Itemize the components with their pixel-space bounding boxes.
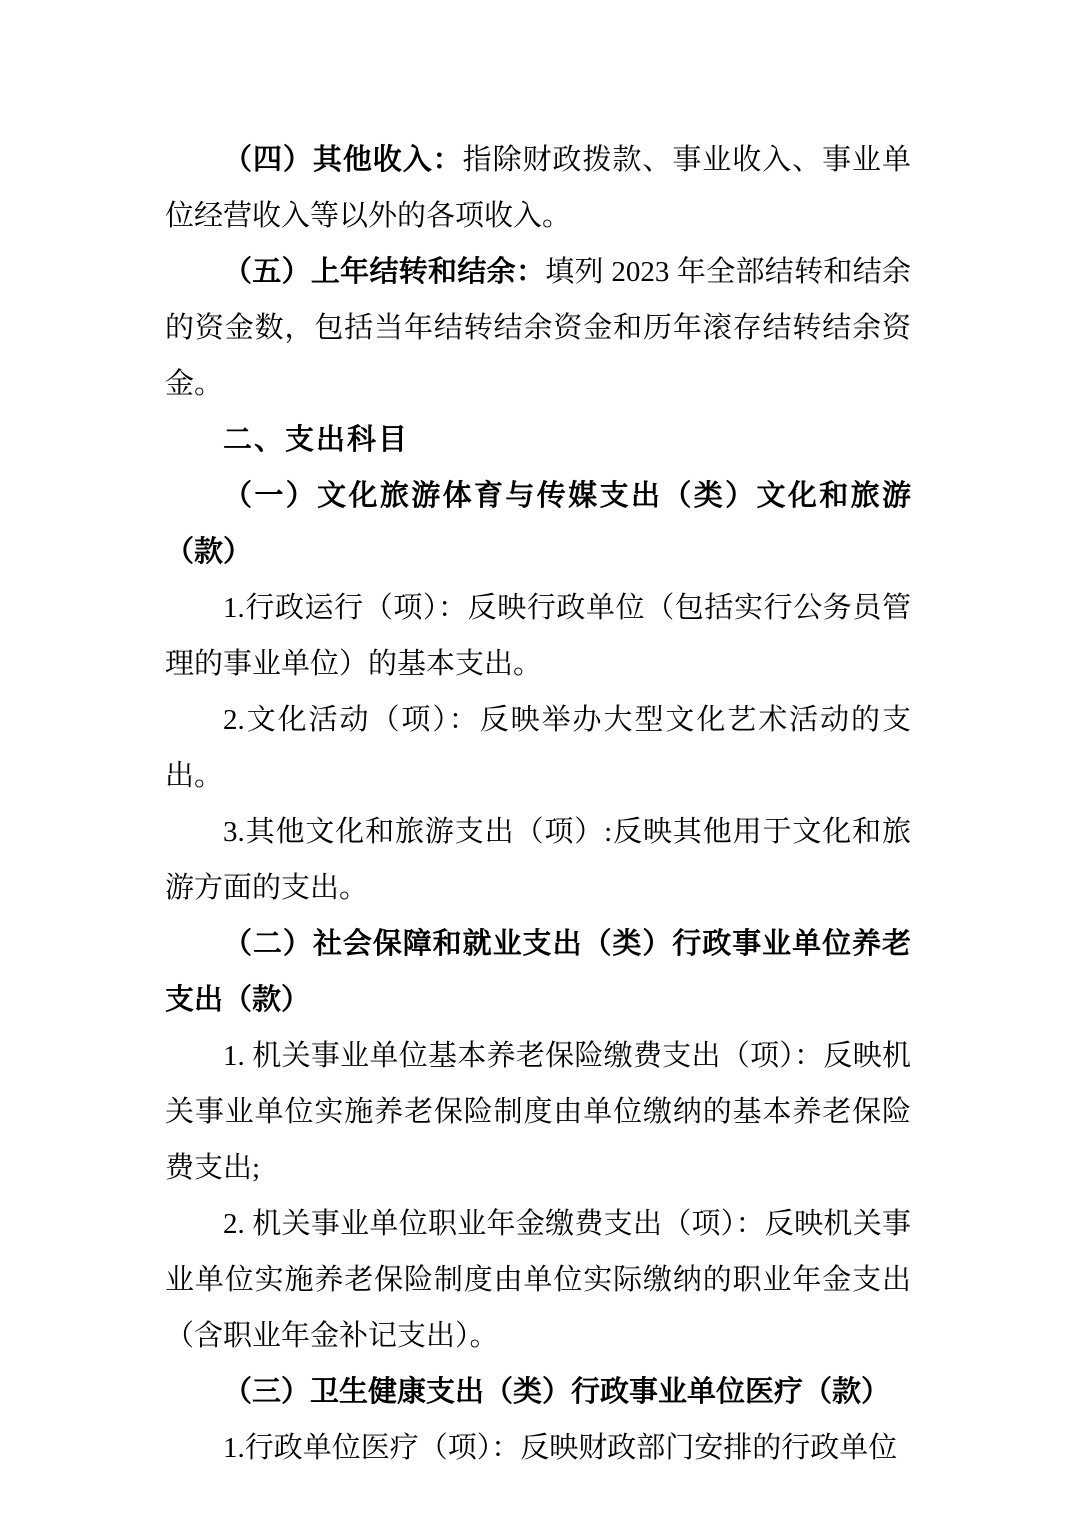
- paragraph-text: 1. 机关事业单位基本养老保险缴费支出（项）：反映机关事业单位实施养老保险制度由单位缴纳的基本养老保险费支出;: [165, 1040, 911, 1184]
- document-body: [165, 132, 911, 1476]
- paragraph-lead: （五）上年结转和结余：: [223, 256, 546, 288]
- subsection-heading-social-security: [165, 916, 911, 1028]
- section-heading-expenditure: [165, 412, 911, 468]
- paragraph-text: 2.文化活动（项）：反映举办大型文化艺术活动的支出。: [165, 704, 911, 792]
- paragraph-lead: （四）其他收入：: [223, 144, 463, 176]
- paragraph-lead: （二）社会保障和就业支出（类）行政事业单位养老支出（款）: [165, 928, 911, 1016]
- paragraph-other-income: [165, 132, 911, 244]
- paragraph-lead: （一）文化旅游体育与传媒支出（类）文化和旅游（款）: [165, 480, 911, 568]
- paragraph-basic-pension: [165, 1028, 911, 1196]
- subsection-heading-culture-tourism: [165, 468, 911, 580]
- paragraph-lead: 二、支出科目: [223, 424, 410, 456]
- paragraph-text: 1.行政单位医疗（项）：反映财政部门安排的行政单位: [223, 1432, 898, 1464]
- paragraph-text: 指除财政拨款、事业收入、事业单位经营收入等以外的各项收入。: [165, 144, 911, 232]
- paragraph-culture-activity: [165, 692, 911, 804]
- paragraph-carryover: [165, 244, 911, 412]
- paragraph-text: 3.其他文化和旅游支出（项）:反映其他用于文化和旅游方面的支出。: [165, 816, 911, 904]
- paragraph-text: 1.行政运行（项）：反映行政单位（包括实行公务员管理的事业单位）的基本支出。: [165, 592, 911, 680]
- paragraph-admin-operation: [165, 580, 911, 692]
- paragraph-text: 2. 机关事业单位职业年金缴费支出（项）：反映机关事业单位实施养老保险制度由单位实际缴纳的职业年金支出（含职业年金补记支出）。: [165, 1208, 911, 1352]
- subsection-heading-health: [165, 1364, 911, 1420]
- paragraph-occupational-annuity: [165, 1196, 911, 1364]
- paragraph-admin-medical: [165, 1420, 911, 1476]
- paragraph-text: 填列 2023 年全部结转和结余的资金数，包括当年结转结余资金和历年滚存结转结余资金。: [165, 256, 911, 400]
- paragraph-lead: （三）卫生健康支出（类）行政事业单位医疗（款）: [223, 1376, 891, 1408]
- paragraph-other-culture-tourism: [165, 804, 911, 916]
